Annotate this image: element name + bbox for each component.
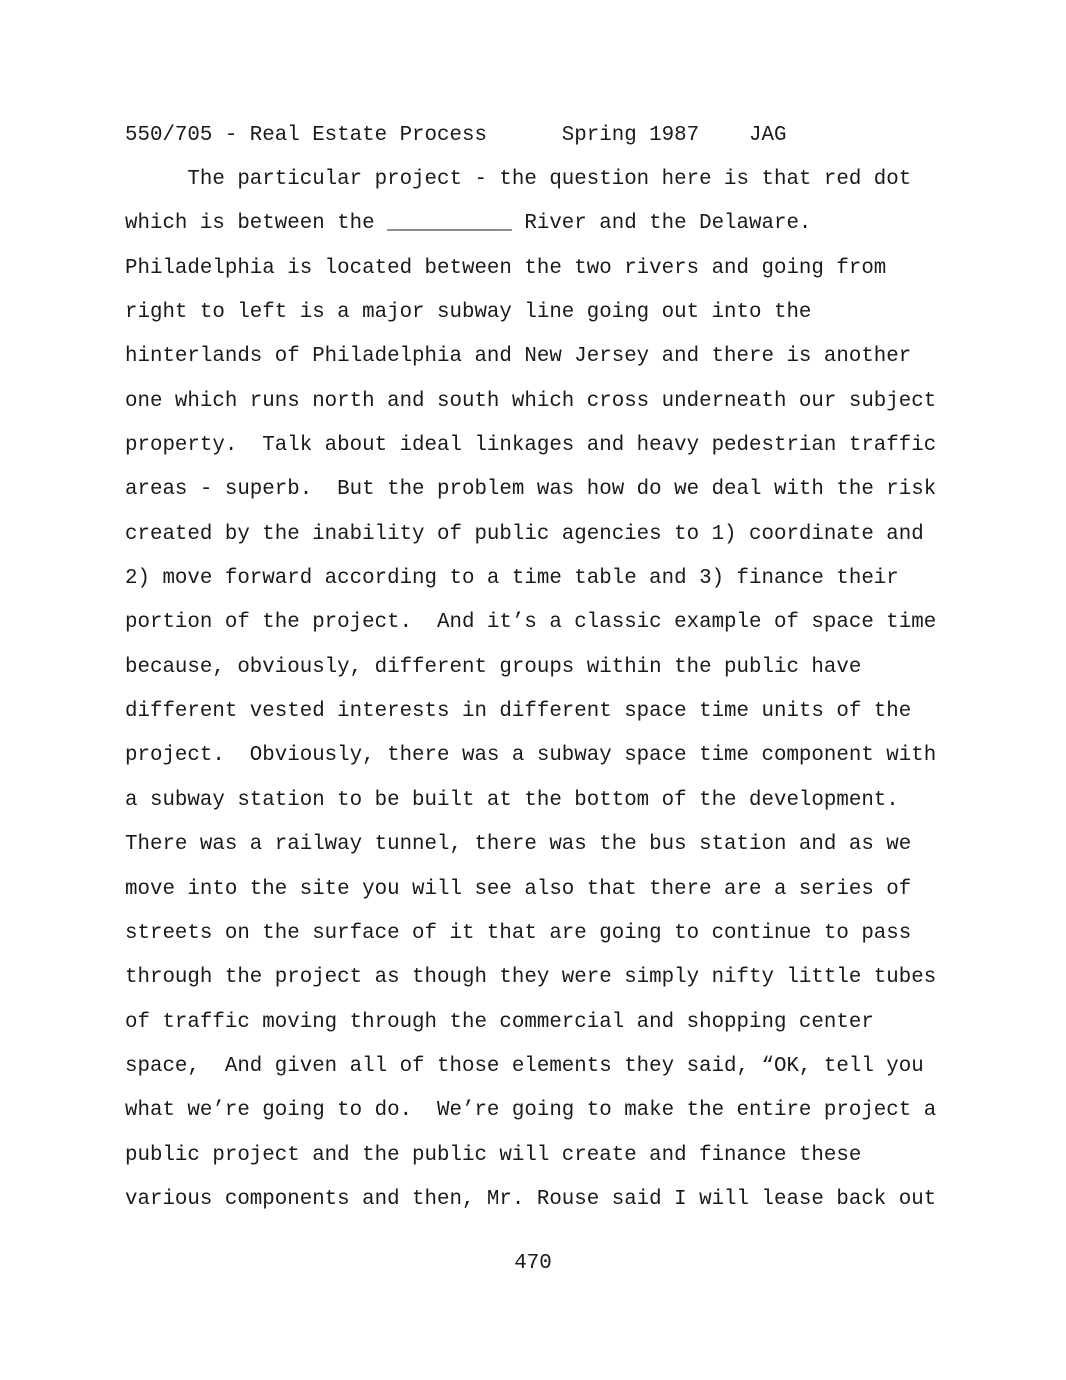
body-line: project. Obviously, there was a subway space time component with — [125, 744, 937, 768]
body-line: a subway station to be built at the bottom of the development. — [125, 788, 899, 812]
body-line: right to left is a major subway line going out into the — [125, 301, 812, 325]
page-number: 470 — [514, 1252, 552, 1275]
body-line: portion of the project. And it’s a classic example of space time — [125, 611, 937, 635]
body-line: of traffic moving through the commercial and shopping center — [125, 1010, 874, 1034]
body-line: various components and then, Mr. Rouse said I will lease back out — [125, 1187, 937, 1211]
body-line: created by the inability of public agencies to 1) coordinate and — [125, 522, 924, 546]
body-line: space, And given all of those elements they said, “OK, tell you — [125, 1054, 924, 1078]
body-line: what we’re going to do. We’re going to make the entire project a — [125, 1099, 937, 1123]
body-line: which is between the __________ River and the Delaware. — [125, 212, 812, 236]
transcript-body — [125, 168, 936, 1232]
body-line: 2) move forward according to a time table and 3) finance their — [125, 567, 899, 591]
body-line: hinterlands of Philadelphia and New Jersey and there is another — [125, 345, 912, 369]
body-line: There was a railway tunnel, there was the bus station and as we — [125, 833, 912, 857]
body-line: move into the site you will see also that there are a series of — [125, 877, 912, 901]
body-line: streets on the surface of it that are going to continue to pass — [125, 921, 912, 945]
body-line: areas - superb. But the problem was how do we deal with the risk — [125, 478, 937, 502]
body-line: The particular project - the question here is that red dot — [125, 168, 912, 191]
body-line: different vested interests in different space time units of the — [125, 700, 912, 724]
body-line: because, obviously, different groups within the public have — [125, 655, 862, 679]
course-header: 550/705 - Real Estate Process Spring 1987 JAG — [125, 124, 787, 147]
body-line: through the project as though they were simply nifty little tubes — [125, 966, 937, 990]
body-line: one which runs north and south which cross underneath our subject — [125, 389, 937, 413]
body-line: public project and the public will create and finance these — [125, 1143, 862, 1167]
body-line: property. Talk about ideal linkages and heavy pedestrian traffic — [125, 434, 937, 458]
body-line: Philadelphia is located between the two rivers and going from — [125, 256, 887, 280]
